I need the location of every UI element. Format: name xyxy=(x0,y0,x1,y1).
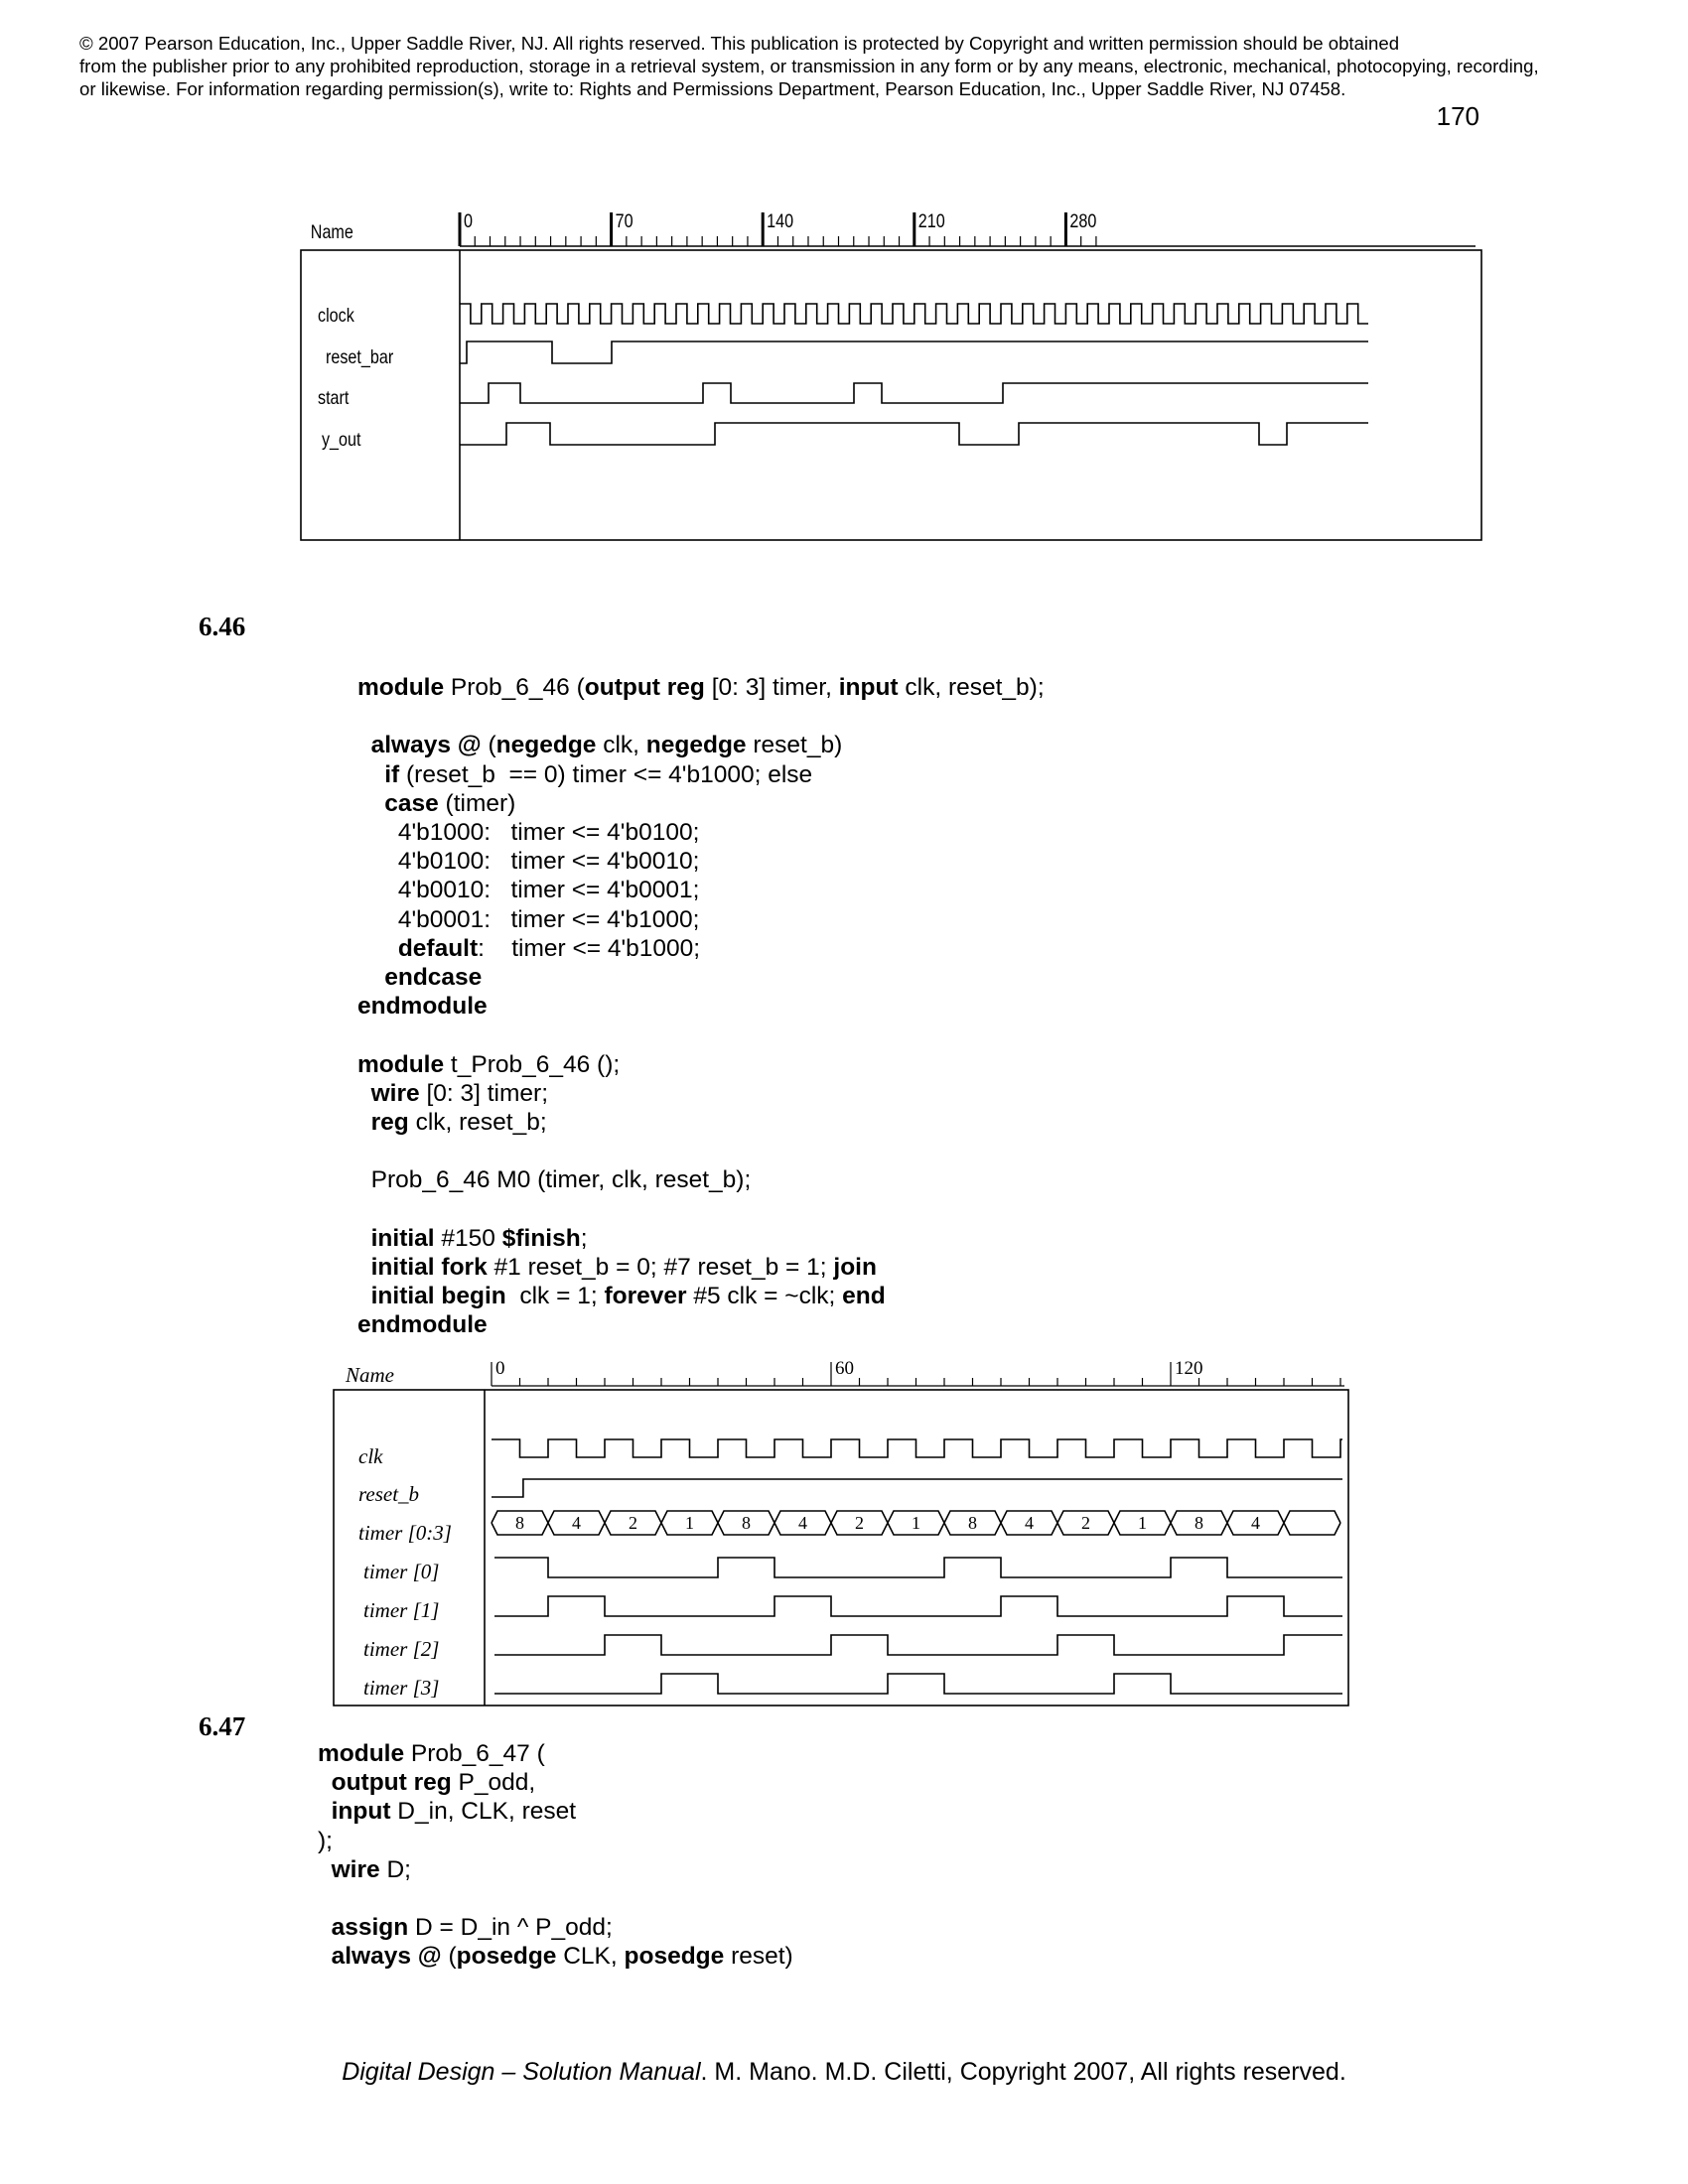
timer-bus-value: 2 xyxy=(855,1513,864,1533)
trace-reset-b xyxy=(492,1479,1342,1497)
ruler-tick-label: 0 xyxy=(495,1358,505,1379)
code-keyword: input xyxy=(838,674,899,701)
code-6-46-line xyxy=(357,1137,1045,1165)
code-keyword: initial fork xyxy=(370,1254,488,1282)
signal-label: timer [2] xyxy=(363,1637,440,1661)
code-keyword: if xyxy=(384,760,400,788)
code-keyword: wire xyxy=(331,1855,380,1883)
code-text: ( xyxy=(481,732,496,759)
code-6-46-line xyxy=(357,760,1045,789)
ruler-tick-label: 120 xyxy=(1175,1358,1203,1379)
code-text: t_Prob_6_46 (); xyxy=(444,1050,621,1078)
code-6-47-line xyxy=(318,1855,793,1884)
timer-bus-value: 2 xyxy=(1081,1513,1090,1533)
timer-bus-value: 1 xyxy=(912,1513,920,1533)
code-6-46-line xyxy=(357,876,1045,904)
code-keyword: module xyxy=(318,1740,405,1767)
code-text: : timer <= 4'b1000; xyxy=(478,934,701,962)
waveform-2 xyxy=(0,1330,1688,1717)
code-6-46-line xyxy=(357,1224,1045,1253)
code-6-46-line xyxy=(357,934,1045,963)
code-keyword: endmodule xyxy=(357,1311,488,1339)
code-text: 4'b0001: timer <= 4'b1000; xyxy=(357,905,700,933)
code-text: 4'b1000: timer <= 4'b0100; xyxy=(357,819,700,847)
code-text: [0: 3] timer, xyxy=(704,674,839,701)
code-text xyxy=(357,1080,371,1107)
code-text: ; xyxy=(580,1224,588,1252)
code-text: Prob_6_47 ( xyxy=(404,1740,545,1767)
code-6-47-line xyxy=(318,1797,793,1826)
code-text xyxy=(318,1943,332,1970)
code-keyword: endmodule xyxy=(357,993,488,1021)
code-keyword: input xyxy=(331,1798,391,1826)
code-keyword: negedge xyxy=(645,732,747,759)
code-keyword: assign xyxy=(331,1914,409,1942)
code-text: P_odd, xyxy=(451,1769,536,1797)
signal-label: reset_bar xyxy=(326,345,394,368)
code-text: D_in, CLK, reset xyxy=(390,1798,577,1826)
section-number-6-47: 6.47 xyxy=(199,1711,246,1741)
code-text: (timer) xyxy=(438,789,516,817)
code-6-46-line xyxy=(357,992,1045,1021)
ruler-tick-label: 0 xyxy=(464,209,473,232)
code-text xyxy=(318,1798,332,1825)
code-6-47-line xyxy=(318,1884,793,1913)
code-text: ( xyxy=(441,1943,457,1971)
code-keyword: join xyxy=(833,1254,877,1282)
signal-label: timer [3] xyxy=(363,1676,440,1700)
code-text: D = D_in ^ P_odd; xyxy=(408,1914,613,1942)
footer xyxy=(0,2058,1688,2087)
code-keyword: posedge xyxy=(624,1943,725,1971)
waveform-1 xyxy=(0,0,1688,556)
code-6-46-line xyxy=(357,905,1045,934)
ruler-tick-label: 60 xyxy=(835,1358,854,1379)
signal-label: start xyxy=(318,386,350,409)
code-keyword: reg xyxy=(370,1109,409,1137)
code-keyword: wire xyxy=(370,1079,420,1107)
code-text xyxy=(357,1225,371,1252)
code-keyword: module xyxy=(357,674,445,701)
timer-bus-value: 1 xyxy=(1138,1513,1147,1533)
trace-timer-bit-0 xyxy=(494,1558,1342,1577)
trace-reset-bar xyxy=(460,341,1368,363)
code-text: #1 reset_b = 0; #7 reset_b = 1; xyxy=(487,1254,834,1282)
code-keyword: initial xyxy=(370,1224,435,1252)
waveform-2-signal-labels xyxy=(358,1444,452,1700)
trace-clk xyxy=(492,1439,1342,1457)
code-6-46-line xyxy=(357,1021,1045,1049)
code-text xyxy=(357,935,398,962)
code-text: Prob_6_46 M0 (timer, clk, reset_b); xyxy=(357,1166,752,1194)
code-text: [0: 3] timer; xyxy=(419,1079,548,1107)
code-6-46-line xyxy=(357,1282,1045,1310)
code-text xyxy=(357,790,384,817)
code-text xyxy=(318,1856,332,1883)
section-number-6-46: 6.46 xyxy=(199,612,246,641)
waveform-2-frame xyxy=(334,1390,1348,1706)
trace-y-out xyxy=(460,423,1368,445)
trace-timer-bit-3 xyxy=(494,1674,1342,1694)
code-6-46-line xyxy=(357,1108,1045,1137)
footer-book-title: Digital Design – Solution Manual xyxy=(342,2058,701,2086)
code-keyword: $finish xyxy=(501,1224,581,1252)
waveform-1-frame xyxy=(301,250,1481,540)
waveform-1-signal-labels xyxy=(318,305,393,452)
code-text: Prob_6_46 ( xyxy=(444,674,585,701)
code-text xyxy=(357,964,384,991)
timer-bus-value: 8 xyxy=(515,1513,524,1533)
timer-bus-value: 4 xyxy=(798,1513,807,1533)
code-text: 4'b0010: timer <= 4'b0001; xyxy=(357,877,700,904)
code-keyword: posedge xyxy=(456,1943,557,1971)
code-keyword: output reg xyxy=(584,674,705,701)
timer-bus-value: 8 xyxy=(742,1513,751,1533)
code-text xyxy=(357,761,384,788)
code-keyword: endcase xyxy=(384,964,483,992)
code-text: (reset_b == 0) timer <= 4'b1000; else xyxy=(399,760,813,788)
timer-bus-value: 2 xyxy=(629,1513,637,1533)
code-block-6-46 xyxy=(357,673,1045,1340)
timer-bus-value: 4 xyxy=(1251,1513,1260,1533)
waveform-1-name-header: Name xyxy=(310,220,353,243)
code-text: clk, xyxy=(596,732,646,759)
code-text xyxy=(318,1914,332,1941)
signal-label: y_out xyxy=(322,428,361,451)
code-text xyxy=(318,1769,332,1796)
code-6-46-line xyxy=(357,1253,1045,1282)
code-text: 4'b0100: timer <= 4'b0010; xyxy=(357,848,700,876)
timer-bus-value: 8 xyxy=(1195,1513,1203,1533)
trace-start xyxy=(460,383,1368,403)
timer-bus-value: 4 xyxy=(572,1513,581,1533)
ruler-tick-label: 280 xyxy=(1069,209,1097,232)
code-6-46-line xyxy=(357,1050,1045,1079)
code-keyword: default xyxy=(397,934,479,962)
code-6-47-line xyxy=(318,1768,793,1797)
code-6-46-line xyxy=(357,731,1045,759)
trace-timer-bit-1 xyxy=(494,1596,1342,1616)
code-6-47-line xyxy=(318,1827,793,1855)
footer-credit: . M. Mano. M.D. Ciletti, Copyright 2007, All rights reserved. xyxy=(700,2058,1346,2086)
code-6-47-line xyxy=(318,1739,793,1768)
code-text xyxy=(357,732,371,758)
code-keyword: case xyxy=(384,789,439,817)
code-6-46-line xyxy=(357,702,1045,731)
ruler-tick-label: 140 xyxy=(767,209,794,232)
page-number: 170 xyxy=(1436,101,1479,131)
code-text: D; xyxy=(379,1855,411,1883)
waveform-2-traces xyxy=(492,1439,1342,1694)
code-text: ); xyxy=(318,1827,333,1854)
code-6-46-line xyxy=(357,1079,1045,1108)
code-text: reset_b) xyxy=(746,732,843,759)
signal-label: clock xyxy=(318,304,354,327)
code-text: #150 xyxy=(434,1224,502,1252)
code-block-6-47 xyxy=(318,1739,793,1972)
code-text: clk, reset_b; xyxy=(408,1109,547,1137)
code-6-47-line xyxy=(318,1913,793,1942)
copyright-line-1: © 2007 Pearson Education, Inc., Upper Saddle River, NJ. All rights reserved. This publication is protected by Copyright and written permission should be obtained xyxy=(79,33,1400,54)
signal-label: timer [0] xyxy=(363,1560,440,1583)
code-keyword: end xyxy=(842,1283,886,1310)
timer-bus-value: 1 xyxy=(685,1513,694,1533)
signal-label: timer [1] xyxy=(363,1598,440,1622)
trace-clock xyxy=(460,304,1368,324)
code-6-46-line xyxy=(357,1195,1045,1224)
signal-label: timer [0:3] xyxy=(358,1521,452,1545)
code-6-46-line xyxy=(357,673,1045,702)
code-keyword: forever xyxy=(604,1283,687,1310)
code-6-46-line xyxy=(357,963,1045,992)
code-text: CLK, xyxy=(556,1943,625,1971)
waveform-1-time-ruler xyxy=(460,210,1476,246)
signal-label: clk xyxy=(358,1444,383,1468)
timer-bus-value: 8 xyxy=(968,1513,977,1533)
ruler-tick-label: 210 xyxy=(917,209,945,232)
code-text xyxy=(357,1283,371,1309)
code-text: reset) xyxy=(724,1943,793,1971)
waveform-2-time-ruler xyxy=(492,1358,1344,1386)
code-keyword: module xyxy=(357,1050,445,1078)
code-6-46-line xyxy=(357,789,1045,818)
code-keyword: always @ xyxy=(331,1943,442,1971)
code-6-46-line xyxy=(357,818,1045,847)
waveform-1-traces xyxy=(460,304,1368,445)
code-keyword: initial begin xyxy=(370,1283,506,1310)
timer-bus-value: 4 xyxy=(1025,1513,1034,1533)
code-keyword: negedge xyxy=(495,732,597,759)
ruler-tick-label: 70 xyxy=(615,209,633,232)
code-text: #5 clk = ~clk; xyxy=(686,1283,843,1310)
code-keyword: always @ xyxy=(370,732,482,759)
code-text xyxy=(357,1254,371,1281)
signal-label: reset_b xyxy=(358,1482,420,1506)
trace-timer-bus xyxy=(492,1511,1340,1535)
code-text: clk, reset_b); xyxy=(898,674,1045,701)
code-6-47-line xyxy=(318,1942,793,1971)
copyright-line-3: or likewise. For information regarding permission(s), write to: Rights and Permissions Department, Pearson Education, Inc., Upper Saddle River, NJ 07458. xyxy=(79,78,1346,99)
code-6-46-line xyxy=(357,1165,1045,1194)
code-keyword: output reg xyxy=(331,1769,452,1797)
copyright-line-2: from the publisher prior to any prohibited reproduction, storage in a retrieval system, or transmission in any form or by any means, electronic, mechanical, photocopying, recording, xyxy=(79,56,1539,76)
waveform-2-name-header: Name xyxy=(346,1363,394,1387)
code-6-46-line xyxy=(357,847,1045,876)
code-text xyxy=(357,1109,371,1136)
code-text: clk = 1; xyxy=(505,1283,605,1310)
trace-timer-bit-2 xyxy=(494,1635,1342,1655)
